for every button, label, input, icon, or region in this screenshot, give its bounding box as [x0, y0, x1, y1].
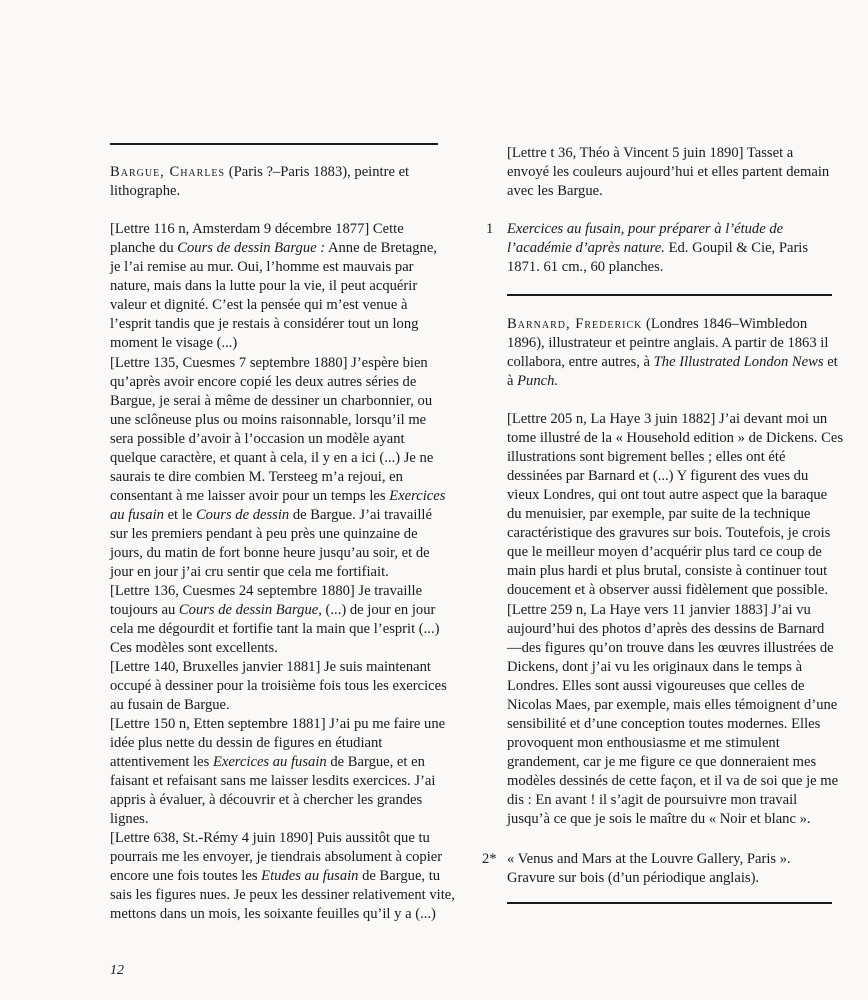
bargue-intro: (Paris ?–Paris 1883), peintre et lithographe.: [110, 164, 410, 199]
letter-136-text-b: (...) de jour en jour cela me dégourdit et fortifie tant la main que l’esprit (...) Ces modèles sont excellents.: [110, 602, 440, 656]
letter-136-text-a: [Lettre 136, Cuesmes 24 septembre 1880] Je travaille toujours au: [110, 583, 423, 618]
letter-259-text: [Lettre 259 n, La Haye vers 11 janvier 1883] J’ai vu aujourd’hui des photos d’après des dessins de Barnard —des figures qu’on trouve dans les œuvres illustrées de Dickens, dont j’ai vu les originaux dans le temps à Londres. Elles sont aussi vigoureuses que celles de Nicolas Maes, par exemple, mais elles témoignent d’une sensibilité et d’une conception toutes modernes. Elles provoquent mon enthousiasme et me stimulent grandement, car je me figure ce que donneraient mes modèles dessinés de cette façon, et il va de soi que je me dis : En avant ! il s’agit de poursuivre mon travail jusqu’à ce que je sois le maître du « Noir et blanc ».: [507, 602, 839, 827]
letter-t36-text: [Lettre t 36, Théo à Vincent 5 juin 1890] Tasset a envoyé les couleurs aujourd’hui et elles partent demain avec les Bargue.: [507, 145, 830, 199]
right-mid-rule: [507, 294, 832, 296]
barnard-publication-2: Punch.: [517, 373, 559, 389]
letter-116-text-b: Anne de Bretagne, je l’ai remise au mur. Oui, l’homme est mauvais par nature, mais dans la lutte pour la vie, il peut acquérir valeur et dignité. C’est la pensée qui m’est venue à l’esprit tandis que je restais à considérer tout un long moment le visage (...): [110, 240, 437, 351]
letter-135-title-1: Exercices au fusain: [110, 488, 446, 523]
letter-136-title: Cours de dessin Bargue,: [178, 602, 322, 618]
footnote-1: [507, 220, 842, 277]
letter-135-text-a: [Lettre 135, Cuesmes 7 septembre 1880] J’espère bien qu’après avoir encore copié les deux autres séries de Bargue, je serai à même de dessiner un charbonnier, ou une sclôneuse plus ou moins raisonnable, lorsqu’il me sera possible d’avoir à l’occasion un modèle ayant quelque caractère, et quant à cela, il y en a ici (...) Je ne saurais te dire combien M. Tersteeg m’a rejoui, en consentant à me laisser avoir pour un temps les: [110, 355, 434, 504]
barnard-name: Barnard, Frederick: [507, 316, 643, 332]
letter-t36-quote: [507, 144, 839, 201]
letter-205-text: [Lettre 205 n, La Haye 3 juin 1882] J’ai devant moi un tome illustré de la « Household edition » de Dickens. Ces illustrations sont bigrement belles ; elles ont été dessinées par Barnard et (...) Y figurent des vues du vieux Londres, qui ont tout autre aspect que la baraque du menuisier, par exemple, par suite de la technique caractéristique des gravures sur bois. Toutefois, je crois que le meilleur moyen d’acquérir plus tard ce coup de main plus hardi et plus brutal, consiste à continuer tout doucement et à observer aussi fidèlement que possible.: [507, 411, 843, 598]
barnard-intro-a: (Londres 1846–Wimbledon 1896), illustrateur et peintre anglais. A partir de 1863 il collabora, entre autres, à: [507, 316, 829, 370]
letter-140-text: [Lettre 140, Bruxelles janvier 1881] Je suis maintenant occupé à dessiner pour la troisième fois tous les exercices au fusain de Bargue.: [110, 659, 447, 713]
bargue-name: Bargue, Charles: [110, 164, 226, 180]
footnote-2: [507, 850, 827, 888]
letter-135-title-2: Cours de dessin: [195, 507, 290, 523]
letter-638-text-a: [Lettre 638, St.-Rémy 4 juin 1890] Puis aussitôt que tu pourrais me les envoyer, je tiendrais absolument à copier encore une fois toutes les: [110, 830, 443, 884]
letter-140-quote: [110, 658, 452, 715]
right-bottom-rule: [507, 902, 832, 904]
letter-150-title: Exercices au fusain: [212, 754, 327, 770]
letter-150-quote: [110, 715, 452, 829]
letter-116-quote: [110, 220, 450, 353]
barnard-entry-heading: [507, 315, 842, 391]
left-top-rule: [110, 143, 438, 145]
footnote-2-text: « Venus and Mars at the Louvre Gallery, Paris ». Gravure sur bois (d’un périodique anglais).: [507, 851, 791, 886]
letter-136-quote: [110, 582, 452, 658]
footnote-1-text: Ed. Goupil & Cie, Paris 1871. 61 cm., 60 planches.: [507, 240, 809, 275]
letter-135-text-b: et le: [163, 507, 196, 523]
letter-205-quote: [507, 410, 843, 600]
barnard-intro-b: et à: [507, 354, 838, 389]
letter-135-text-c: de Bargue. J’ai travaillé sur les premiers pendant à peu près une quinzaine de jours, du matin de fort bonne heure jusqu’au soir, et de jour en jour j’ai cru sentir que cela me fortifiait.: [110, 507, 432, 580]
letter-116-text-a: [Lettre 116 n, Amsterdam 9 décembre 1877] Cette planche du: [110, 221, 404, 256]
letter-638-quote: [110, 829, 455, 924]
barnard-publication-1: The Illustrated London News: [653, 354, 824, 370]
letter-116-title: Cours de dessin Bargue :: [177, 240, 326, 256]
letter-638-text-b: de Bargue, tu sais les figures nues. Je peux les dessiner relativement vite, mettons dans un mois, les soixante feuilles qu’il y a (...): [110, 868, 455, 922]
footnote-2-number: 2*: [482, 851, 497, 867]
footnote-1-title: Exercices au fusain, pour préparer à l’étude de l’académie d’après nature.: [507, 221, 784, 256]
bargue-entry-heading: [110, 163, 446, 201]
footnote-1-number: 1: [486, 221, 494, 237]
letter-150-text-a: [Lettre 150 n, Etten septembre 1881] J’ai pu me faire une idée plus nette du dessin de figures en étudiant attentivement les: [110, 716, 446, 770]
letter-259-quote: [507, 601, 841, 829]
letter-135-quote: [110, 354, 453, 582]
page-number: 12: [110, 963, 124, 978]
letter-150-text-b: de Bargue, et en faisant et refaisant sans me laisser lesdits exercices. J’ai appris à évaluer, à découvrir et à chercher les grandes lignes.: [110, 754, 436, 827]
letter-638-title: Etudes au fusain: [261, 868, 359, 884]
